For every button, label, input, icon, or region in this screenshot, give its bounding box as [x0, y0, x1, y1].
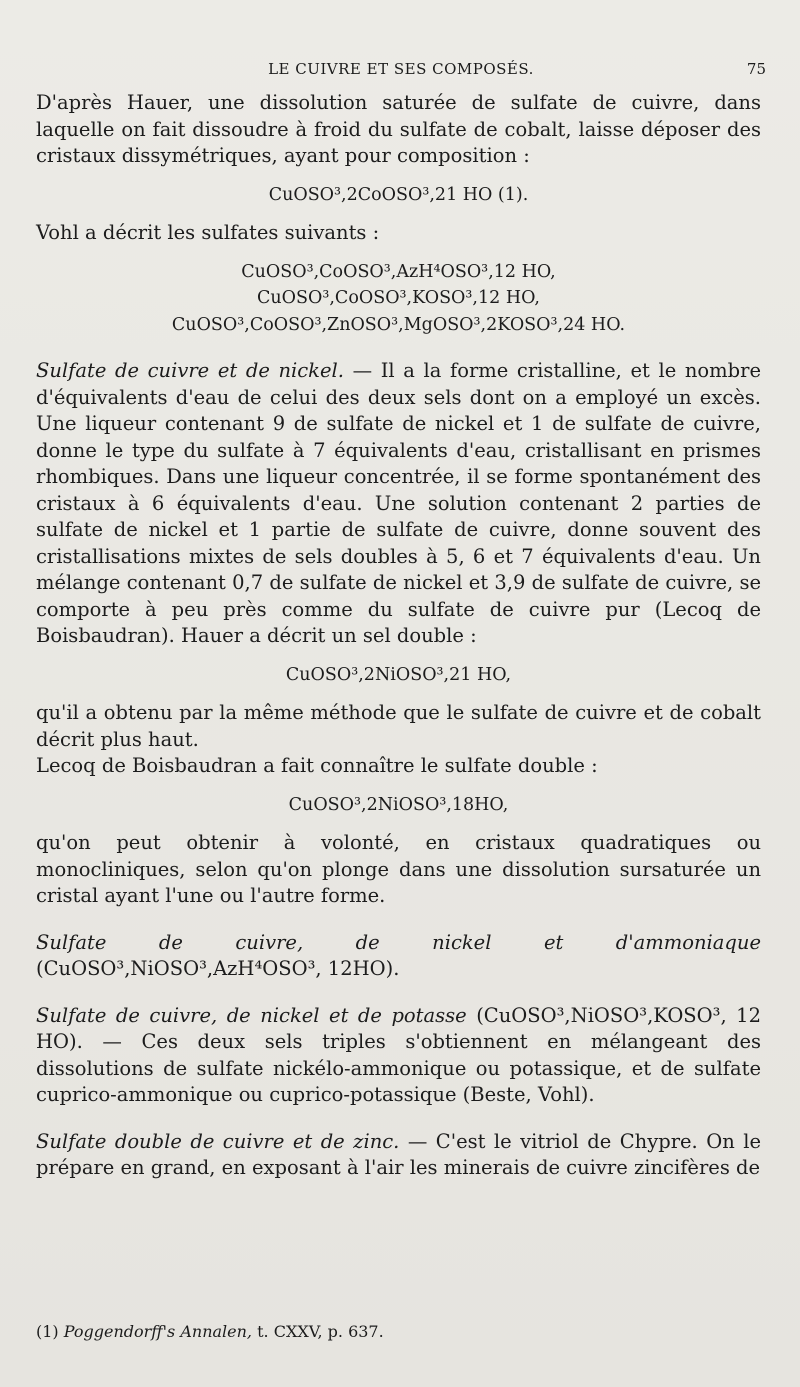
section-title-ammoniaque: Sulfate de cuivre, de nickel et d'ammoniaque — [36, 930, 761, 954]
paragraph-zinc: Sulfate double de cuivre et de zinc. — C'est le vitriol de Chypre. On le prépare en grand, en exposant à l'air les minerais de cuivre zincifères de — [36, 1129, 761, 1179]
formula-cuivre-cobalt: CuOSO³,2CoOSO³,21 HO (1). — [268, 184, 529, 205]
paragraph-cristaux: qu'on peut obtenir à volonté, en cristaux quadratiques ou monocliniques, selon qu'on plonge dans une dissolution sursaturée un cristal ayant l'une ou l'autre forme. — [36, 831, 761, 907]
paragraph-ammoniaque: Sulfate de cuivre, de nickel et d'ammoniaque (CuOSO³,NiOSO³,AzH⁴OSO³, 12HO). — [36, 930, 761, 980]
paragraph-methode: qu'il a obtenu par la même méthode que le sulfate de cuivre et de cobalt décrit plus haut. — [36, 701, 761, 751]
running-header — [36, 60, 766, 82]
footnote-ref: t. CXXV, p. 637. — [252, 1322, 384, 1341]
formula-vohl-1: CuOSO³,CoOSO³,AzH⁴OSO³,12 HO, — [241, 261, 556, 282]
footnote-source: Poggendorff's Annalen, — [63, 1322, 253, 1341]
paragraph-hauer: D'après Hauer, une dissolution saturée de sulfate de cuivre, dans laquelle on fait dissoudre à froid du sulfate de cobalt, laisse déposer des cristaux dissymétriques, ayant pour composition : — [36, 91, 761, 167]
section-title-potasse: Sulfate de cuivre, de nickel et de potasse — [36, 1003, 467, 1027]
paragraph-vohl: Vohl a décrit les sulfates suivants : — [36, 221, 380, 244]
header-title: LE CUIVRE ET SES COMPOSÉS. — [268, 60, 534, 78]
section-title-zinc: Sulfate double de cuivre et de zinc. — [36, 1129, 400, 1153]
formula-lecoq: CuOSO³,2NiOSO³,18HO, — [288, 794, 509, 815]
page-body — [36, 90, 761, 1182]
footnote — [36, 1322, 384, 1341]
paragraph-potasse: Sulfate de cuivre, de nickel et de potasse (CuOSO³,NiOSO³,KOSO³, 12 HO). — Ces deux sels triples s'obtiennent en mélangeant des dissolutions de sulfate nickélo-ammonique ou potassique, et de sulfate cuprico-ammonique ou cuprico-potassique (Beste, Vohl). — [36, 1003, 761, 1106]
formula-hauer-double: CuOSO³,2NiOSO³,21 HO, — [285, 664, 512, 685]
section-title-cuivre-nickel: Sulfate de cuivre et de nickel. — [36, 359, 344, 382]
page-number: 75 — [746, 60, 766, 78]
formula-vohl-3: CuOSO³,CoOSO³,ZnOSO³,MgOSO³,2KOSO³,24 HO. — [171, 314, 626, 335]
paragraph-lecoq: Lecoq de Boisbaudran a fait connaître le sulfate double : — [36, 754, 598, 777]
footnote-mark: (1) — [36, 1322, 59, 1341]
formula-vohl-2: CuOSO³,CoOSO³,KOSO³,12 HO, — [257, 288, 540, 308]
paragraph-cuivre-nickel: Sulfate de cuivre et de nickel. — Il a la forme cristalline, et le nombre d'équivalents d'eau de celui des deux sels dont on a employé un excès. Une liqueur contenant 9 de sulfate de nickel et 1 de sulfate de cuivre, donne le type du sulfate à 7 équivalents d'eau, cristallisant en prismes rhombiques. Dans une liqueur concentrée, il se forme spontanément des cristaux à 6 équivalents d'eau. Une solution contenant 2 parties de sulfate de nickel et 1 partie de sulfate de cuivre, donne souvent des cristallisations mixtes de sels doubles à 5, 6 et 7 équivalents d'eau. Un mélange contenant 0,7 de sulfate de nickel et 3,9 de sulfate de cuivre, se comporte à peu près comme du sulfate de cuivre pur (Lecoq de Boisbaudran). Hauer a décrit un sel double : — [36, 359, 762, 647]
